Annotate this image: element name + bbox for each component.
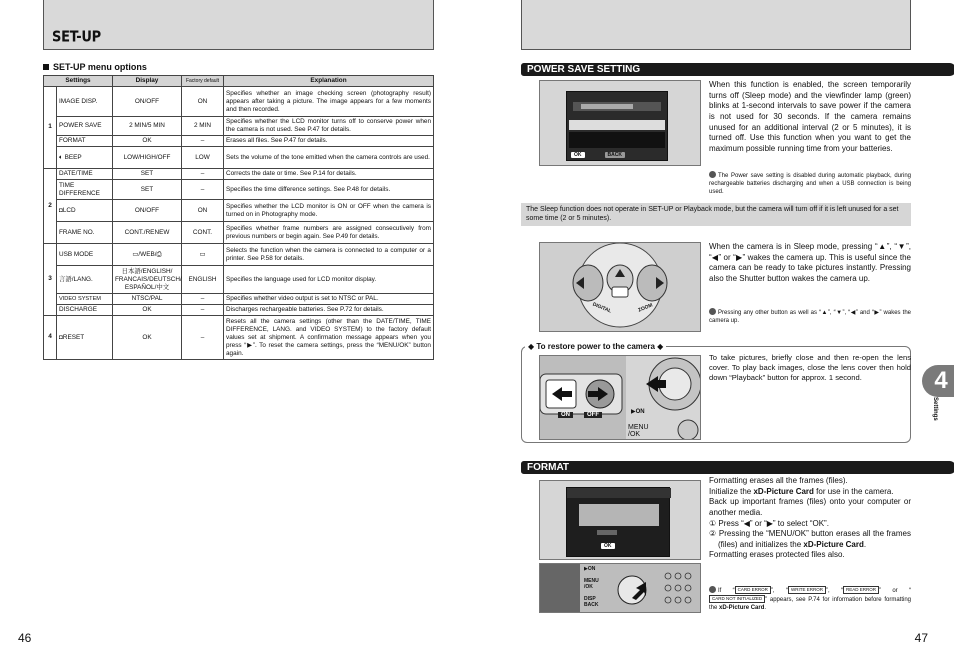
display-label: /WEB/ [138,250,157,258]
chapter-tab: 4 [922,365,954,397]
explanation-cell: Specifies whether the LCD monitor is ON or OFF when the camera is turned on in Photography mode. [224,200,434,222]
setting-cell [57,316,113,360]
lcd-screen [566,487,670,557]
format-note [709,586,911,612]
display-cell: NTSC/PAL [113,294,182,305]
pc-camera-icon: ▭ [199,250,206,258]
default-cell: – [182,305,224,316]
section-heading-text: SET-UP menu options [53,62,147,72]
text: ”, “ [825,588,843,594]
table-header-row [44,76,434,87]
setting-cell: FORMAT [57,136,113,147]
note-icon [709,171,716,178]
screen-footer [601,534,615,552]
sleep-mode-note [709,308,911,325]
digital-label: DIGITAL [591,301,613,315]
zoom-label: ZOOM [637,302,654,314]
table-row [44,136,434,147]
group-number: 3 [44,244,57,316]
explanation-cell: Specifies whether frame numbers are assigned consecutively from previous numbers or begin again. See P.49 for details. [224,222,434,244]
btn-menu-text: MENU [584,578,599,584]
display-cell: OK [113,136,182,147]
format-line-3: Back up important frames (files) onto your computer or another media. [709,497,911,517]
table-row [44,244,434,266]
format-body [709,476,911,561]
group-number: 2 [44,169,57,244]
dial-illustration [540,243,701,332]
table-row [44,87,434,117]
explanation-cell: Specifies whether video output is set to NTSC or PAL. [224,294,434,305]
group-number: 1 [44,87,57,169]
default-cell: ENGLISH [182,266,224,294]
setting-cell: TIME DIFFERENCE [57,180,113,200]
table-row [44,266,434,294]
table-row [44,316,434,360]
text: ” or “ [878,588,911,594]
display-cell: 日本語/ENGLISH/ FRANCAIS/DEUTSCH/ ESPAÑOL/中文 [113,266,182,294]
table-row [44,200,434,222]
display-cell: OK [113,305,182,316]
text: Initialize the [709,486,754,496]
power-save-body: When this function is enabled, the screen temporarily turns off (Sleep mode) and the viewfinder lamp (green) blinks at 1-second intervals to save power if the camera is not used for 30 seconds. If the camera remains unused for an additional interval (2 or 5 minutes), it is turned off. Use this function when you want to get the maximum possible running time from your batteries. [709,80,911,153]
page-number: 46 [18,631,32,645]
display-cell: OK [113,316,182,360]
error-label: CARD NOT INITIALIZED [709,595,765,603]
default-cell [182,244,224,266]
explanation-cell: Specifies the language used for LCD monitor display. [224,266,434,294]
text: . [863,539,867,549]
setting-label: RESET [62,333,85,341]
text: If “ [718,588,735,594]
camera-side-panel [540,564,580,613]
back-label: BACK [605,152,625,158]
restore-power-title [525,342,666,351]
page-title: SET-UP [52,28,101,47]
camera-icon: ◘ [59,333,63,341]
default-cell: – [182,136,224,147]
col-header-display: Display [113,76,182,87]
col-header-settings: Settings [44,76,113,87]
default-cell: – [182,316,224,360]
menu-text: MENU [628,424,649,431]
btn-ok-text: /OK [584,584,593,590]
default-cell: CONT. [182,222,224,244]
setting-label: LCD [62,206,76,214]
ok-text: /OK [628,431,641,438]
menu-highlight [581,104,633,109]
format-dialog [579,504,659,526]
setting-cell [57,200,113,222]
lcd-screen [566,91,668,161]
restore-title-text: To restore power to the camera [536,342,655,351]
playback-icon: ▶ [584,566,588,572]
right-page [477,0,954,667]
table-row [44,294,434,305]
menu-label [628,424,649,438]
lens-cover-illustration [540,356,701,440]
btn-on-text: ON [587,566,596,572]
restore-power-body: To take pictures, briefly close and then re-open the lens cover. To play back images, close the lens cover then hold down “Playback” button for approx. 1 second. [709,353,911,383]
setting-label: /LANG. [71,275,93,283]
default-cell: LOW [182,147,224,169]
default-cell: ON [182,200,224,222]
text: for use in the camera. [813,486,894,496]
sleep-mode-text: When the camera is in Sleep mode, pressing “▲”, “▼”, “◀” or “▶” wakes the camera up. This is useful since the camera can be ready to take pictures instantly. Pressing also the Shutter button wakes the camera up. [709,242,911,283]
table-row [44,117,434,136]
setting-cell: VIDEO SYSTEM [57,294,113,305]
explanation-cell: Specifies the time difference settings. See P.48 for details. [224,180,434,200]
page-header [521,0,911,50]
playback-icon: ▶ [631,409,636,415]
setting-cell: USB MODE [57,244,113,266]
speaker-icon: 🔈︎ [59,153,65,161]
setting-cell [57,266,113,294]
format-line-1: Formatting erases all the frames (files). [709,476,848,485]
group-number: 4 [44,316,57,360]
power-save-note [709,171,911,196]
setup-menu-table [43,75,434,360]
ok-label: OK [571,152,585,158]
setting-cell: FRAME NO. [57,222,113,244]
explanation-cell: Erases all files. See P.47 for details. [224,136,434,147]
screen-title-bar [567,488,671,498]
display-cell [113,244,182,266]
camera-dial-image [539,242,701,332]
table-row [44,222,434,244]
display-cell: SET [113,180,182,200]
explanation-cell: Discharges rechargeable batteries. See P.72 for details. [224,305,434,316]
col-header-explanation: Explanation [224,76,434,87]
diamond-icon: ◆ [654,342,664,351]
format-buttons-image [539,563,701,613]
default-cell: – [182,180,224,200]
off-label: OFF [584,412,602,418]
section-heading [43,62,147,72]
menu-row-selected [569,120,665,130]
menu-row [569,132,665,148]
table-row [44,147,434,169]
display-cell: SET [113,169,182,180]
setting-cell: POWER SAVE [57,117,113,136]
setting-cell: DATE/TIME [57,169,113,180]
power-save-heading: POWER SAVE SETTING [521,63,954,76]
explanation-cell: Specifies whether the LCD monitor turns off to conserve power when the camera is not used. See P.47 for details. [224,117,434,136]
sleep-grey-note: The Sleep function does not operate in SET-UP or Playback mode, but the camera will turn off if it is left unused for a set some time (2 or 5 minutes). [521,203,911,226]
error-label: READ ERROR [843,586,879,594]
format-step-1: ① Press “◀” or “▶” to select “OK”. [709,518,829,528]
default-cell: – [182,169,224,180]
btn-back-text: BACK [584,602,599,608]
text: ② Pressing the “MENU/OK” button erases all the frames (files) and initializes the [709,529,911,549]
note-text: Pressing any other button as well as “▲”, “▼”, “◀” and “▶” wakes the camera up. [709,310,911,325]
note-icon [709,308,716,315]
note-text: The Power save setting is disabled during automatic playback, during rechargeable batteries discharging and when a USB connection is being used. [709,173,911,196]
setting-cell: DISCHARGE [57,305,113,316]
format-line-4: Formatting erases protected files also. [709,550,845,560]
playback-on-label [631,408,645,415]
error-label: WRITE ERROR [788,586,826,594]
chapter-label: Settings [932,397,938,421]
table-row [44,180,434,200]
text: ” appears, see P.74 for information before formatting the [709,597,911,612]
setting-cell: IMAGE DISP. [57,87,113,117]
screen-footer [571,152,625,158]
table-row [44,305,434,316]
display-cell: ON/OFF [113,87,182,117]
ok-label: OK [601,543,615,549]
printer-icon: ⎙ [156,250,162,258]
playback-on-text: ON [635,409,645,415]
table-row [44,169,434,180]
display-cell: CONT./RENEW [113,222,182,244]
lens-cover-image [539,355,701,440]
diamond-icon: ◆ [528,342,537,351]
explanation-cell: Selects the function when the camera is connected to a computer or a printer. See P.58 for details. [224,244,434,266]
format-step-2 [709,529,911,550]
explanation-cell: Sets the volume of the tone emitted when the camera controls are used. [224,147,434,169]
btn-disp-text: DISP [584,596,596,602]
col-header-factory-default: Factory default [182,76,224,87]
explanation-cell: Resets all the camera settings (other than the DATE/TIME, TIME DIFFERENCE, LANG. and VIDEO SYSTEM) to the factory default values set at shipment. A confirmation message appears when you press “▶”. To reset the camera settings, press the “MENU/OK” button again. [224,316,434,360]
explanation-cell: Corrects the date or time. See P.14 for details. [224,169,434,180]
display-cell: 2 MIN/5 MIN [113,117,182,136]
page-header [43,0,434,50]
text: . [764,605,767,612]
format-heading: FORMAT [521,461,954,474]
setting-cell [57,147,113,169]
format-line-2 [709,487,911,498]
setting-label: BEEP [64,153,82,161]
page-number: 47 [914,631,928,645]
button-labels [584,566,599,608]
default-cell: 2 MIN [182,117,224,136]
text: ”, “ [770,588,788,594]
explanation-cell: Specifies whether an image checking screen (photography result) appears after taking a picture. The image appears for a few moments and then recorded. [224,87,434,117]
camera-icon: ◘ [59,206,63,214]
square-bullet-icon [43,64,49,70]
default-cell: ON [182,87,224,117]
note-icon [709,586,716,593]
language-icon: 言語 [59,275,72,283]
default-cell: – [182,294,224,305]
display-cell: ON/OFF [113,200,182,222]
bold-text: xD-Picture Card [719,605,765,612]
bold-text: xD-Picture Card [753,486,814,496]
pc-camera-icon: ▭ [132,250,139,258]
format-screen-image [539,480,701,560]
menu-button-illustration [606,564,701,613]
on-label: ON [558,412,573,418]
error-label: CARD ERROR [735,586,771,594]
power-save-screen-image [539,80,701,166]
left-page [0,0,470,667]
display-cell: LOW/HIGH/OFF [113,147,182,169]
bold-text: xD-Picture Card [803,539,864,549]
